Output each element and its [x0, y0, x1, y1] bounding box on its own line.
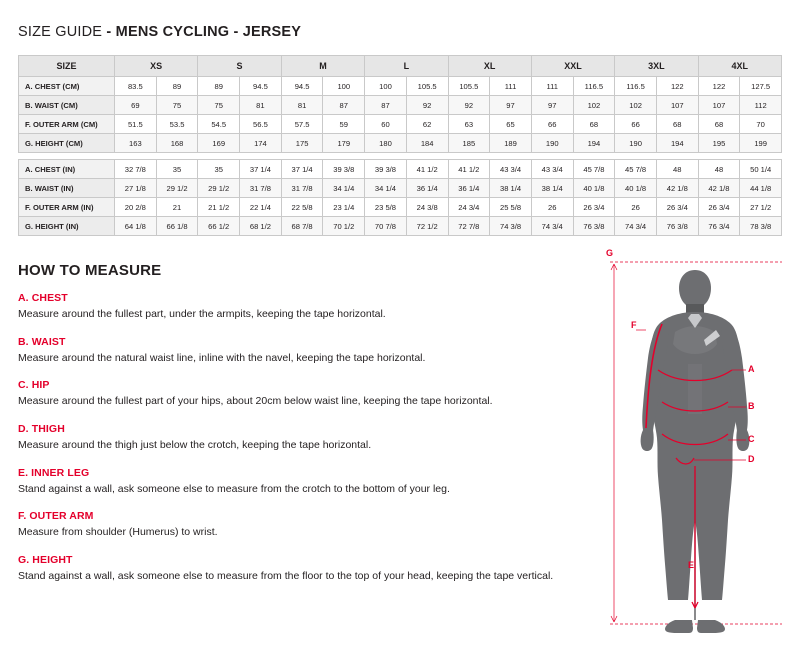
- measure-item-heading: C. HIP: [18, 379, 50, 392]
- table-cell: 26: [531, 198, 573, 217]
- row-label: B. WAIST (IN): [19, 179, 115, 198]
- table-cell: 94.5: [240, 77, 282, 96]
- label-c: C: [748, 434, 755, 444]
- measure-item: [18, 467, 598, 496]
- measure-item-body: Measure around the thigh just below the crotch, keeping the tape horizontal.: [18, 438, 372, 451]
- table-cell: 97: [531, 96, 573, 115]
- size-table-header-xs: XS: [115, 56, 198, 77]
- row-label: A. CHEST (CM): [19, 77, 115, 96]
- row-label: A. CHEST (IN): [19, 160, 115, 179]
- table-cell: 69: [115, 96, 157, 115]
- table-cell: 97: [490, 96, 532, 115]
- label-f: F: [631, 320, 637, 330]
- table-row: [19, 115, 782, 134]
- table-row: [19, 179, 782, 198]
- label-g-top: G: [606, 248, 614, 258]
- table-cell: 54.5: [198, 115, 240, 134]
- table-cell: 41 1/2: [448, 160, 490, 179]
- table-cell: 57.5: [281, 115, 323, 134]
- page-title-prefix: SIZE GUIDE: [18, 24, 103, 40]
- table-cell: 107: [656, 96, 698, 115]
- table-cell: 27 1/8: [115, 179, 157, 198]
- size-table-header-l: L: [365, 56, 448, 77]
- table-cell: 116.5: [615, 77, 657, 96]
- measure-item-body: Measure from shoulder (Humerus) to wrist.: [18, 526, 218, 539]
- table-cell: 68: [698, 115, 740, 134]
- table-cell: 59: [323, 115, 365, 134]
- table-cell: 180: [365, 134, 407, 153]
- measure-item-heading: E. INNER LEG: [18, 466, 90, 479]
- table-row: [19, 77, 782, 96]
- table-cell: 38 1/4: [490, 179, 532, 198]
- table-cell: 68 1/2: [240, 217, 282, 236]
- table-cell: 74 3/8: [490, 217, 532, 236]
- table-cell: 66 1/8: [156, 217, 198, 236]
- table-cell: 76 3/4: [698, 217, 740, 236]
- table-cell: 75: [156, 96, 198, 115]
- table-cell: 184: [406, 134, 448, 153]
- table-cell: 44 1/8: [740, 179, 782, 198]
- measure-item: [18, 379, 598, 408]
- table-cell: 70 1/2: [323, 217, 365, 236]
- table-cell: 42 1/8: [698, 179, 740, 198]
- measure-item-body: Stand against a wall, ask someone else to measure from the crotch to the bottom of your leg.: [18, 482, 450, 495]
- table-cell: 39 3/8: [365, 160, 407, 179]
- table-cell: 40 1/8: [573, 179, 615, 198]
- table-cell: 22 5/8: [281, 198, 323, 217]
- size-table-header-size: SIZE: [19, 56, 115, 77]
- table-cell: 66: [615, 115, 657, 134]
- table-cell: 189: [490, 134, 532, 153]
- table-cell: 68: [656, 115, 698, 134]
- measure-item-body: Stand against a wall, ask someone else to measure from the floor to the top of your head, keeping the tape vertical.: [18, 569, 554, 582]
- table-cell: 102: [615, 96, 657, 115]
- table-cell: 87: [323, 96, 365, 115]
- table-cell: 68: [573, 115, 615, 134]
- table-cell: 81: [240, 96, 282, 115]
- size-table-header-m: M: [281, 56, 364, 77]
- table-cell: 81: [281, 96, 323, 115]
- table-cell: 105.5: [406, 77, 448, 96]
- table-cell: 195: [698, 134, 740, 153]
- table-cell: 64 1/8: [115, 217, 157, 236]
- table-cell: 100: [323, 77, 365, 96]
- table-cell: 122: [698, 77, 740, 96]
- label-e: E: [688, 560, 695, 570]
- table-cell: 199: [740, 134, 782, 153]
- table-cell: 116.5: [573, 77, 615, 96]
- table-cell: 168: [156, 134, 198, 153]
- size-table: [18, 55, 782, 236]
- table-cell: 21 1/2: [198, 198, 240, 217]
- table-row: [19, 160, 782, 179]
- table-cell: 45 7/8: [573, 160, 615, 179]
- table-cell: 23 1/4: [323, 198, 365, 217]
- table-cell: 89: [198, 77, 240, 96]
- table-cell: 35: [156, 160, 198, 179]
- row-label: G. HEIGHT (IN): [19, 217, 115, 236]
- table-cell: 48: [656, 160, 698, 179]
- table-cell: 66: [531, 115, 573, 134]
- row-label: B. WAIST (CM): [19, 96, 115, 115]
- table-cell: 74 3/4: [531, 217, 573, 236]
- table-cell: 94.5: [281, 77, 323, 96]
- table-cell: 122: [656, 77, 698, 96]
- table-cell: 23 5/8: [365, 198, 407, 217]
- table-cell: 63: [448, 115, 490, 134]
- table-cell: 34 1/4: [365, 179, 407, 198]
- table-cell: 24 3/4: [448, 198, 490, 217]
- table-cell: 50 1/4: [740, 160, 782, 179]
- table-cell: 56.5: [240, 115, 282, 134]
- measure-item-heading: B. WAIST: [18, 335, 66, 348]
- table-row: [19, 217, 782, 236]
- table-cell: 175: [281, 134, 323, 153]
- table-cell: 72 1/2: [406, 217, 448, 236]
- table-cell: 92: [406, 96, 448, 115]
- table-cell: 100: [365, 77, 407, 96]
- page-title: [18, 24, 301, 40]
- page-title-suffix: - MENS CYCLING - JERSEY: [106, 24, 302, 40]
- measure-list: [18, 292, 598, 597]
- measure-item: [18, 423, 598, 452]
- table-cell: 26 3/4: [698, 198, 740, 217]
- table-cell: 102: [573, 96, 615, 115]
- table-cell: 43 3/4: [531, 160, 573, 179]
- table-cell: 78 3/8: [740, 217, 782, 236]
- measure-item-heading: D. THIGH: [18, 422, 65, 435]
- table-cell: 26: [615, 198, 657, 217]
- table-cell: 87: [365, 96, 407, 115]
- table-cell: 163: [115, 134, 157, 153]
- table-cell: 65: [490, 115, 532, 134]
- table-cell: 24 3/8: [406, 198, 448, 217]
- table-cell: 70: [740, 115, 782, 134]
- measure-item: [18, 292, 598, 321]
- table-row: [19, 96, 782, 115]
- table-cell: 42 1/8: [656, 179, 698, 198]
- table-cell: 48: [698, 160, 740, 179]
- table-cell: 62: [406, 115, 448, 134]
- table-cell: 76 3/8: [573, 217, 615, 236]
- table-cell: 25 5/8: [490, 198, 532, 217]
- table-cell: 179: [323, 134, 365, 153]
- size-table-header-3xl: 3XL: [615, 56, 698, 77]
- table-cell: 89: [156, 77, 198, 96]
- table-cell: 105.5: [448, 77, 490, 96]
- table-cell: 38 1/4: [531, 179, 573, 198]
- measure-item: [18, 510, 598, 539]
- label-b: B: [748, 401, 755, 411]
- measure-item-heading: G. HEIGHT: [18, 553, 73, 566]
- table-cell: 68 7/8: [281, 217, 323, 236]
- measure-item-body: Measure around the natural waist line, inline with the navel, keeping the tape horizontal.: [18, 351, 426, 364]
- table-cell: 36 1/4: [406, 179, 448, 198]
- size-table-header-4xl: 4XL: [698, 56, 781, 77]
- table-cell: 34 1/4: [323, 179, 365, 198]
- table-cell: 29 1/2: [198, 179, 240, 198]
- size-table-header-xl: XL: [448, 56, 531, 77]
- table-row: [19, 198, 782, 217]
- table-cell: 39 3/8: [323, 160, 365, 179]
- table-cell: 76 3/8: [656, 217, 698, 236]
- measure-item: [18, 336, 598, 365]
- label-a: A: [748, 364, 755, 374]
- measurement-figure: [600, 248, 790, 637]
- table-cell: 169: [198, 134, 240, 153]
- measure-item-body: Measure around the fullest part, under the armpits, keeping the tape horizontal.: [18, 308, 386, 320]
- howto-heading: HOW TO MEASURE: [18, 262, 162, 279]
- table-cell: 37 1/4: [281, 160, 323, 179]
- table-cell: 185: [448, 134, 490, 153]
- body-diagram-svg: [600, 252, 790, 637]
- table-cell: 111: [490, 77, 532, 96]
- table-cell: 43 3/4: [490, 160, 532, 179]
- table-cell: 112: [740, 96, 782, 115]
- measure-item-body: Measure around the fullest part of your hips, about 20cm below waist line, keeping the tape horizontal.: [18, 395, 493, 408]
- table-cell: 29 1/2: [156, 179, 198, 198]
- row-label: F. OUTER ARM (CM): [19, 115, 115, 134]
- table-cell: 75: [198, 96, 240, 115]
- table-cell: 190: [531, 134, 573, 153]
- table-cell: 36 1/4: [448, 179, 490, 198]
- table-cell: 190: [615, 134, 657, 153]
- table-cell: 26 3/4: [573, 198, 615, 217]
- size-table-header-row: [19, 56, 782, 77]
- table-cell: 194: [656, 134, 698, 153]
- table-cell: 194: [573, 134, 615, 153]
- size-table-header-s: S: [198, 56, 281, 77]
- row-label: F. OUTER ARM (IN): [19, 198, 115, 217]
- table-cell: 27 1/2: [740, 198, 782, 217]
- table-cell: 92: [448, 96, 490, 115]
- table-cell: 107: [698, 96, 740, 115]
- table-cell: 21: [156, 198, 198, 217]
- row-label: G. HEIGHT (CM): [19, 134, 115, 153]
- table-cell: 26 3/4: [656, 198, 698, 217]
- table-cell: 51.5: [115, 115, 157, 134]
- table-cell: 31 7/8: [240, 179, 282, 198]
- table-cell: 41 1/2: [406, 160, 448, 179]
- table-cell: 45 7/8: [615, 160, 657, 179]
- table-cell: 37 1/4: [240, 160, 282, 179]
- table-row: [19, 134, 782, 153]
- table-cell: 127.5: [740, 77, 782, 96]
- table-cell: 35: [198, 160, 240, 179]
- table-cell: 174: [240, 134, 282, 153]
- table-cell: 60: [365, 115, 407, 134]
- label-d: D: [748, 454, 755, 464]
- measure-item-heading: A. CHEST: [18, 292, 68, 304]
- table-cell: 20 2/8: [115, 198, 157, 217]
- measure-item: [18, 554, 598, 583]
- size-table-head: [19, 56, 782, 77]
- measure-item-heading: F. OUTER ARM: [18, 510, 94, 523]
- size-table-header-xxl: XXL: [531, 56, 614, 77]
- table-cell: 70 7/8: [365, 217, 407, 236]
- table-cell: 40 1/8: [615, 179, 657, 198]
- table-cell: 111: [531, 77, 573, 96]
- table-cell: 66 1/2: [198, 217, 240, 236]
- table-spacer-row: [19, 153, 782, 160]
- table-cell: 83.5: [115, 77, 157, 96]
- table-cell: 72 7/8: [448, 217, 490, 236]
- table-cell: 22 1/4: [240, 198, 282, 217]
- table-cell: 31 7/8: [281, 179, 323, 198]
- table-cell: 74 3/4: [615, 217, 657, 236]
- size-table-body: [19, 77, 782, 236]
- table-cell: 32 7/8: [115, 160, 157, 179]
- table-cell: 53.5: [156, 115, 198, 134]
